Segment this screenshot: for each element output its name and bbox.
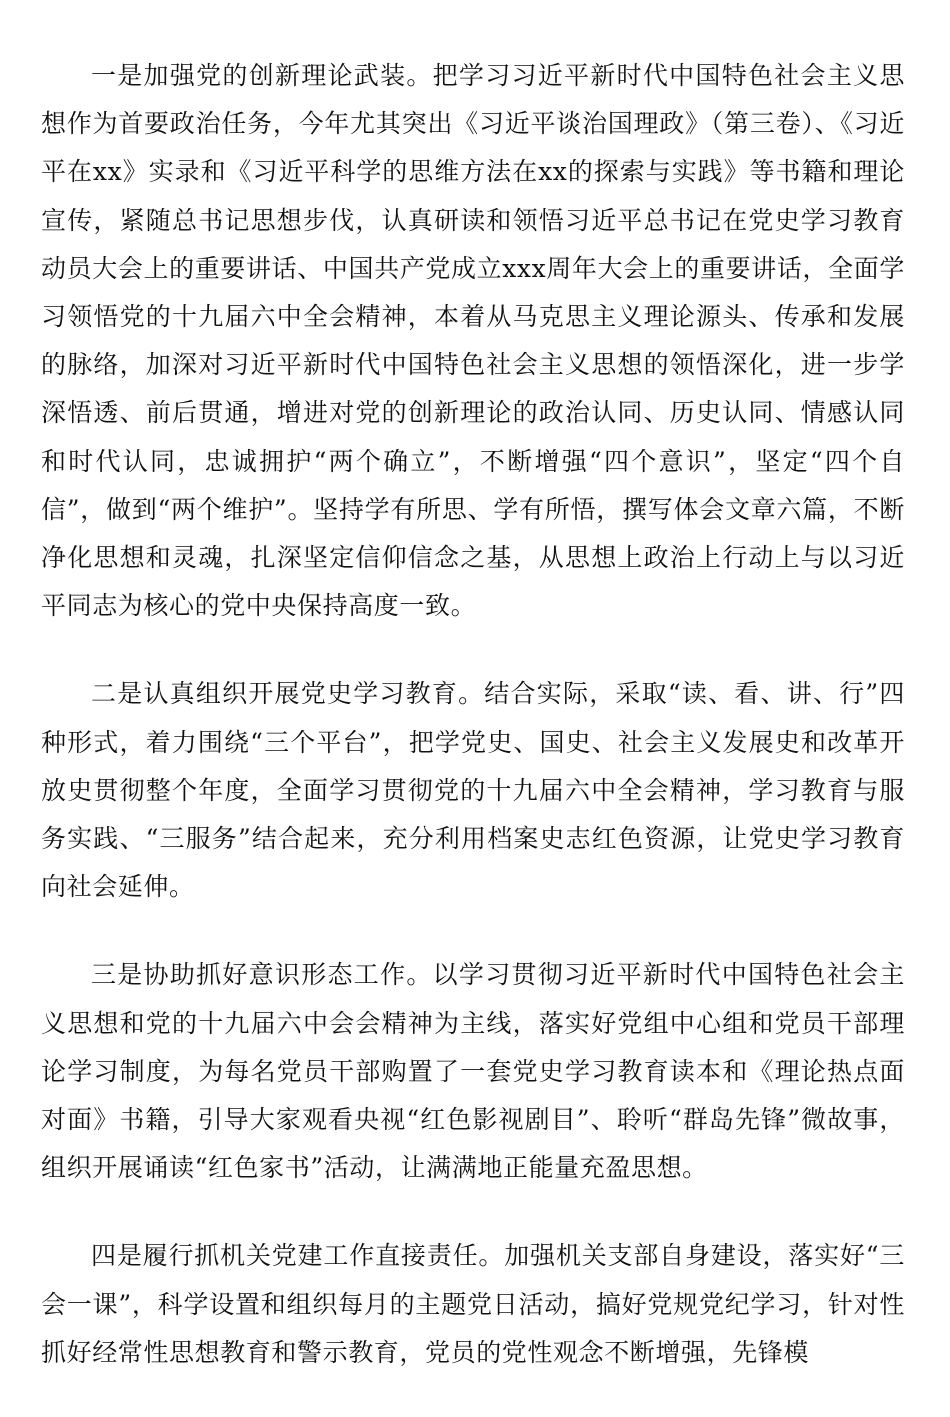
paragraph-1: 一是加强党的创新理论武装。把学习习近平新时代中国特色社会主义思想作为首要政治任务，今年尤其突出《习近平谈治国理政》（第三卷）、《习近平在xx》实录和《习近平科学的思维方法在xx的探索与实践》等书籍和理论宣传，紧随总书记思想步伐，认真研读和领悟习近平总书记在党史学习教育动员大会上的重要讲话、中国共产党成立xxx周年大会上的重要讲话，全面学习领悟党的十九届六中全会精神，本着从马克思主义理论源头、传承和发展的脉络，加深对习近平新时代中国特色社会主义思想的领悟深化，进一步学深悟透、前后贯通，增进对党的创新理论的政治认同、历史认同、情感认同和时代认同，忠诚拥护“两个确立”，不断增强“四个意识”，坚定“四个自信”，做到“两个维护”。坚持学有所思、学有所悟，撰写体会文章六篇，不断净化思想和灵魂，扎深坚定信仰信念之基，从思想上政治上行动上与以习近平同志为核心的党中央保持高度一致。 [41,61,905,621]
paragraph-4: 四是履行抓机关党建工作直接责任。加强机关支部自身建设，落实好“三会一课”，科学设置和组织每月的主题党日活动，搞好党规党纪学习，针对性抓好经常性思想教育和警示教育，党员的党性观念不断增强，先锋模 [41,1241,905,1367]
document-page [41,52,905,1417]
paragraph-3: 三是协助抓好意识形态工作。以学习贯彻习近平新时代中国特色社会主义思想和党的十九届六中会会精神为主线，落实好党组中心组和党员干部理论学习制度，为每名党员干部购置了一套党史学习教育读本和《理论热点面对面》书籍，引导大家观看央视“红色影视剧目”、聆听“群岛先锋”微故事，组织开展诵读“红色家书”活动，让满满地正能量充盈思想。 [41,960,905,1183]
paragraph-2: 二是认真组织开展党史学习教育。结合实际，采取“读、看、讲、行”四种形式，着力围绕“三个平台”，把学党史、国史、社会主义发展史和改革开放史贯彻整个年度，全面学习贯彻党的十九届六中全会精神，学习教育与服务实践、“三服务”结合起来，充分利用档案史志红色资源，让党史学习教育向社会延伸。 [41,679,905,902]
